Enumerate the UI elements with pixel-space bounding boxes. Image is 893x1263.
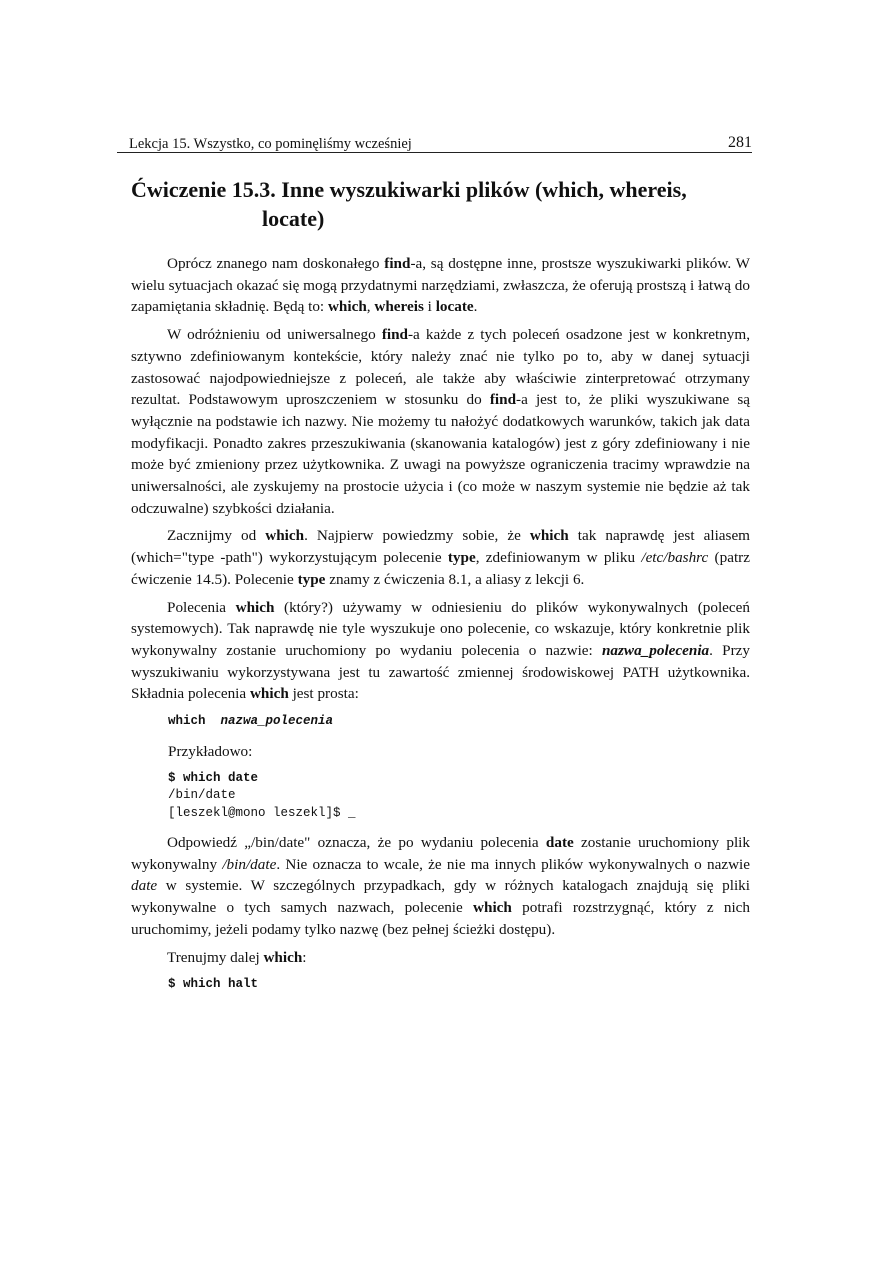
text-run: : xyxy=(302,948,307,966)
paragraph-which-usage xyxy=(117,597,752,706)
syntax-code-block xyxy=(117,713,752,731)
text-run: Zacznijmy od xyxy=(167,527,266,545)
example-line-2: /bin/date xyxy=(168,788,236,803)
section-title xyxy=(131,175,752,233)
syntax-command: which xyxy=(168,714,206,729)
text-run: w systemie. W szczególnych przypadkach, gdy w różnych katalogach znajdują się pliki wykonywalne o tych samych nazwach, polecenie xyxy=(131,877,750,917)
text-run: (patrz ćwiczenie 14.5). Polecenie xyxy=(131,549,750,588)
text-run: Trenujmy dalej xyxy=(167,948,264,966)
text-run: -a każde z tych poleceń osadzone jest w konkretnym, sztywno zdefiniowanym kontekście, który należy znać nie tylko po to, aby w danej sytuacji zastosować najodpowiedniejsze z poleceń, ale także aby właściwie zinterpretować otrzymany rezultat. Podstawowym uproszczeniem w stosunku do xyxy=(131,326,750,409)
command-term: which xyxy=(327,298,367,316)
paragraph-which-result xyxy=(117,832,752,941)
command-term: type xyxy=(447,549,476,567)
text-run: Polecenia xyxy=(167,598,236,616)
section-title-line2: locate) xyxy=(262,206,325,231)
text-run: znamy z ćwiczenia 8.1, a aliasy z lekcji 6. xyxy=(325,570,585,588)
final-code-block xyxy=(117,976,752,994)
command-term: date xyxy=(545,834,574,852)
text-run: Odpowiedź „/bin/date" oznacza, że po wydaniu polecenia xyxy=(167,834,546,852)
syntax-argument: nazwa_polecenia xyxy=(220,714,334,729)
example-label: Przykładowo: xyxy=(168,742,253,760)
text-run: tak naprawdę jest aliasem (which="type -path") wykorzystującym polecenie xyxy=(131,527,750,567)
example-code-block xyxy=(117,770,752,823)
text-run: potrafi rozstrzygnąć, który z nich uruchomimy, jeżeli podamy tylko nazwę (bez pełnej ścieżki dostępu). xyxy=(131,899,750,938)
text-run: . Przy wyszukiwaniu wykorzystywana jest tu zawartość zmiennej środowiskowej PATH użytkownika. Składnia polecenia xyxy=(131,641,751,703)
text-run: -a jest to, że pliki wyszukiwane są wyłącznie na podstawie ich nazwy. Nie możemy tu nałożyć dodatkowych warunków, takich jak data modyfikacji. Ponadto zakres przeszukiwania (skanowania katalogów) jest z góry zdefiniowany i nie może być zmieniony przez użytkownika. Z uwagi na powyższe ograniczenia tracimy wprawdzie na uniwersalności, ale zyskujemy na prostocie użycia i (co może w naszym systemie nie będzie aż tak odczuwalne) szybkości działania. xyxy=(131,391,750,517)
command-term: which xyxy=(529,527,569,545)
page-number: 281 xyxy=(728,134,752,151)
section-title-line1: Ćwiczenie 15.3. Inne wyszukiwarki plików (which, whereis, xyxy=(131,177,687,202)
command-term: which xyxy=(473,899,512,917)
text-run: , zdefiniowanym w pliku xyxy=(475,549,642,567)
text-run: . xyxy=(473,298,478,316)
command-term: find xyxy=(381,326,408,344)
text-run: jest prosta: xyxy=(288,685,359,703)
paragraph-continue xyxy=(117,947,752,969)
text-run: zostanie uruchomiony plik wykonywalny xyxy=(131,834,750,873)
example-line-3: [leszekl@mono leszekl]$ _ xyxy=(168,805,356,820)
text-run: -a, są dostępne inne, prostsze wyszukiwarki plików. W wielu sytuacjach okazać się mogą przydatnymi narzędziami, zwłaszcza, że oferują prostszą i łatwą do zapamiętania składnię. Będą to: xyxy=(131,255,750,316)
command-term: type xyxy=(297,570,326,588)
paragraph-intro xyxy=(117,253,752,318)
command-term: which xyxy=(265,527,305,545)
command-term: find xyxy=(489,391,517,409)
running-header xyxy=(117,128,752,153)
text-run: Oprócz znanego nam doskonałego xyxy=(167,255,385,272)
book-page xyxy=(117,128,752,1004)
text-run: . Najpierw powiedzmy sobie, że xyxy=(304,527,530,545)
text-run: i xyxy=(423,298,436,316)
running-title: Lekcja 15. Wszystko, co pominęliśmy wcześniej xyxy=(129,136,412,152)
text-run: (który?) używamy w odniesieniu do plików wykonywalnych (poleceń systemowych). Tak naprawdę nie tyle wyszukuje ono polecenie, co wskazuje, który konkretnie plik wykonywalny zostanie uruchomiony po wydaniu polecenia o nazwie: xyxy=(131,598,750,659)
paragraph-which-alias xyxy=(117,525,752,590)
command-term: locate xyxy=(435,298,474,316)
paragraph-find-comparison xyxy=(117,324,752,519)
text-run: W odróżnieniu od uniwersalnego xyxy=(167,326,382,344)
final-command: $ which halt xyxy=(168,977,259,992)
text-run: . Nie oznacza to wcale, że nie ma innych plików wykonywalnych o nazwie xyxy=(276,855,750,873)
command-term: whereis xyxy=(374,298,424,316)
text-run: , xyxy=(366,298,375,316)
command-term: which xyxy=(235,598,275,616)
path-term: /bin/date xyxy=(222,855,277,873)
path-term: date xyxy=(131,877,158,895)
command-term: which xyxy=(249,685,289,703)
path-term: /etc/bashrc xyxy=(641,549,709,567)
command-term: find xyxy=(384,255,411,272)
command-term: nazwa_polecenia xyxy=(601,641,710,659)
command-term: which xyxy=(263,948,303,966)
example-line-1: $ which date xyxy=(168,770,259,785)
